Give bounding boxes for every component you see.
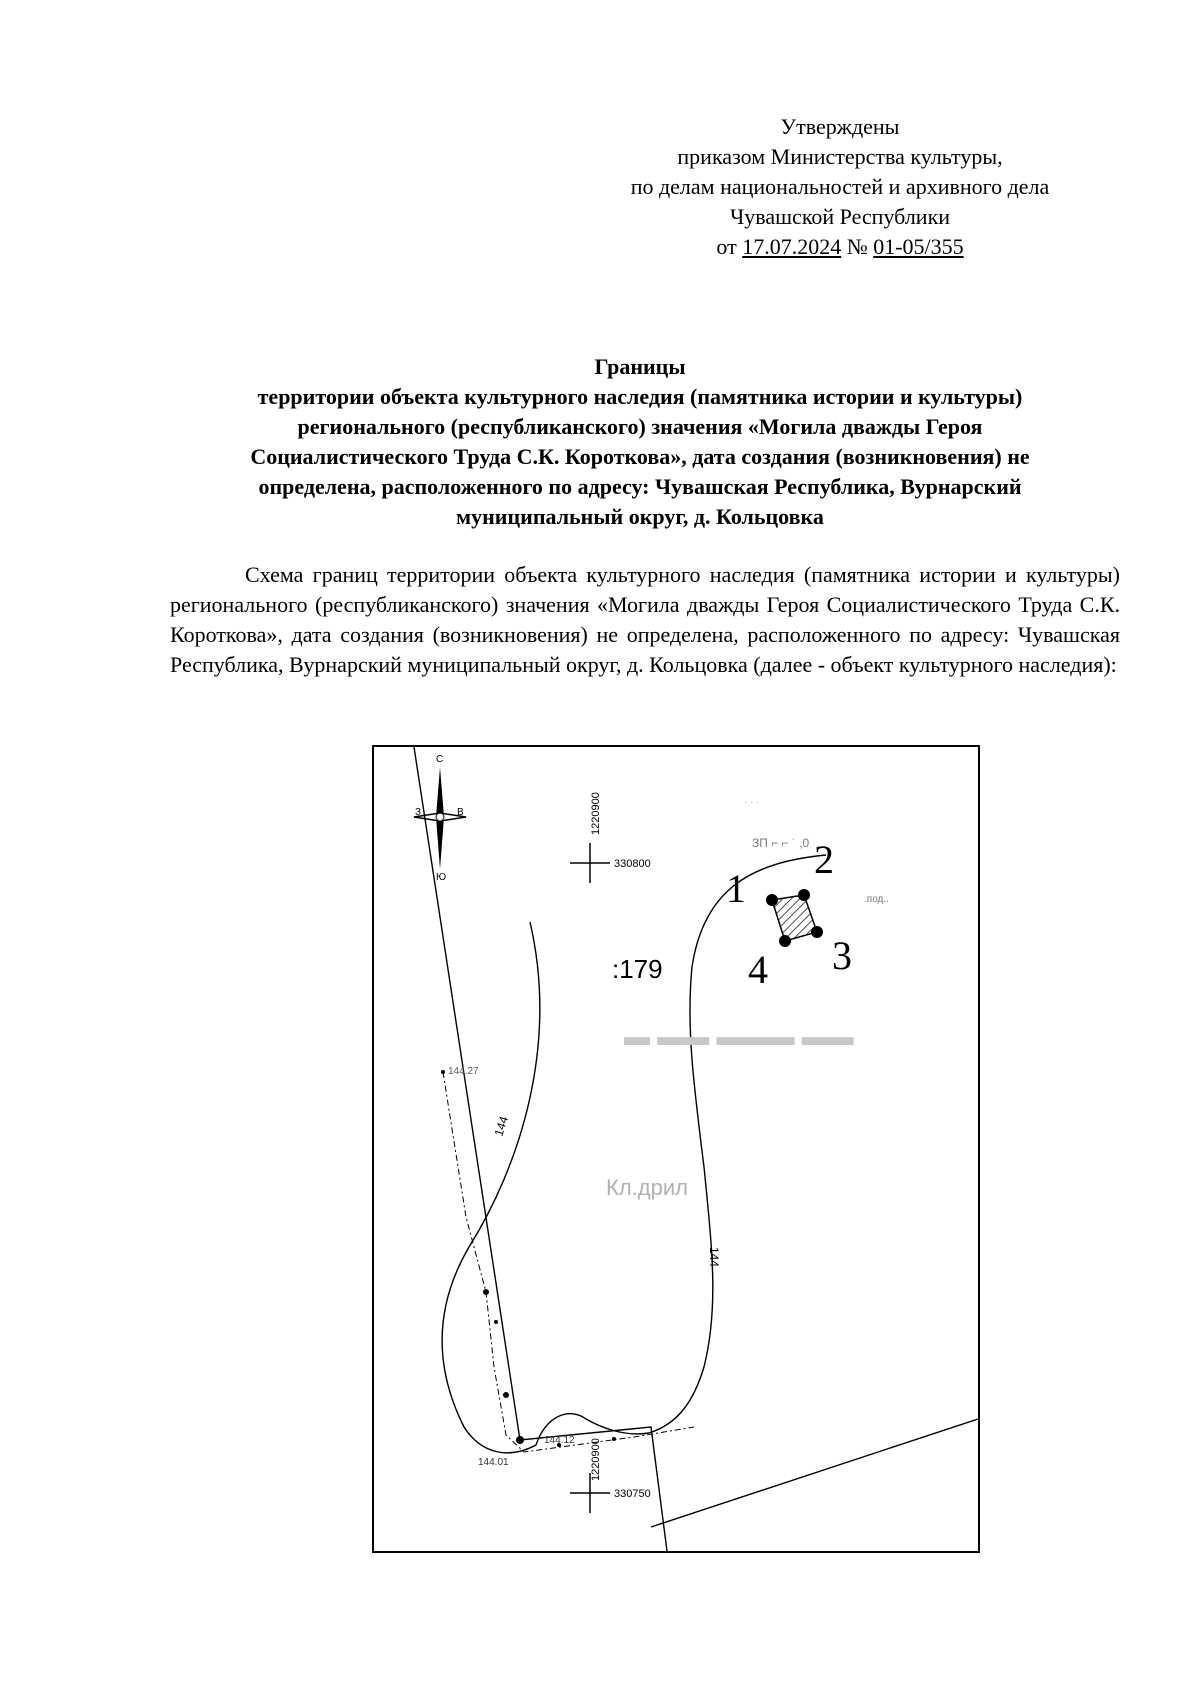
approval-line-1: Утверждены [780, 114, 900, 139]
boundary-point-4 [779, 935, 791, 947]
title-line-5: определена, расположенного по адресу: Чувашская Республика, Вурнарский [258, 474, 1022, 499]
contour-label-left: 144 [491, 1114, 512, 1138]
order-number: 01-05/355 [873, 234, 964, 259]
elevation-label-corner: 144.01 [478, 1457, 509, 1468]
compass-west: З [415, 807, 422, 818]
point-label-3: 3 [832, 933, 852, 978]
faded-mark-house: ЗП ⌐ ⌐ ˙ ,0 [752, 836, 810, 850]
boundary-point-2 [798, 889, 810, 901]
elevation-label-bottom: 144.12 [544, 1435, 575, 1446]
approval-line-2: приказом Министерства культуры, [677, 144, 1003, 169]
compass-east: В [457, 807, 464, 818]
title-line-3: регионального (республиканского) значения «Могила дважды Героя [297, 414, 983, 439]
fence-markers [441, 1070, 616, 1447]
document-title [160, 352, 1120, 532]
point-label-1: 1 [726, 866, 746, 911]
title-line-4: Социалистического Труда С.К. Короткова», дата создания (возникновения) не [250, 444, 1030, 469]
date-prefix: от [716, 234, 743, 259]
outer-boundary-line [651, 1419, 978, 1527]
faded-mark-right: .под.. [864, 894, 889, 905]
point-label-2: 2 [814, 837, 834, 882]
grid-mark-bottom [570, 1438, 651, 1513]
approval-line-3: по делам национальностей и архивного дела [630, 174, 1050, 199]
grid-bottom-y-label: 330750 [614, 1488, 651, 1500]
approval-block [560, 112, 1120, 262]
order-date: 17.07.2024 [742, 234, 842, 259]
faded-mark-top: · · · [744, 797, 760, 808]
contour-label-right: 144 [707, 1247, 721, 1268]
elevation-label-top: 144.27 [448, 1066, 479, 1077]
approval-date-line [560, 232, 1120, 262]
title-line-1: Границы [594, 354, 686, 379]
faded-text-1: ▬ ▬▬ ▬▬▬ ▬▬ [624, 1021, 854, 1051]
map-drawing [374, 747, 978, 1551]
boundary-point-3 [811, 926, 823, 938]
compass-icon [414, 754, 466, 883]
compass-south: Ю [436, 872, 447, 883]
title-line-2: территории объекта культурного наследия (памятника истории и культуры) [257, 384, 1023, 409]
grid-top-x-label: 1220900 [590, 792, 602, 835]
grid-mark-top [570, 792, 651, 883]
boundary-point-1 [766, 894, 778, 906]
number-prefix: № [841, 234, 874, 259]
compass-north: С [436, 754, 444, 765]
fence-line [443, 1072, 694, 1452]
approval-line-4: Чувашской Республики [729, 204, 951, 229]
title-line-6: муниципальный округ, д. Кольцовка [456, 504, 824, 529]
grid-top-y-label: 330800 [614, 858, 651, 870]
contour-line-right [649, 855, 826, 1433]
boundary-scheme-map [372, 745, 980, 1553]
grid-bottom-x-label: 1220900 [590, 1438, 602, 1481]
faded-text-2: Кл.дрил [606, 1175, 688, 1200]
parcel-label: :179 [612, 954, 663, 984]
body-paragraph: Схема границ территории объекта культурного наследия (памятника истории и культуры) регионального (республиканского) значения «Могила дважды Героя Социалистического Труда С.К. Короткова», дата создания (возникновения) не определена, расположенного по адресу: Чувашская Республика, Вурнарский муниципальный округ, д. Кольцовка (далее - объект культурного наследия): [170, 562, 1120, 677]
point-label-4: 4 [748, 947, 768, 992]
